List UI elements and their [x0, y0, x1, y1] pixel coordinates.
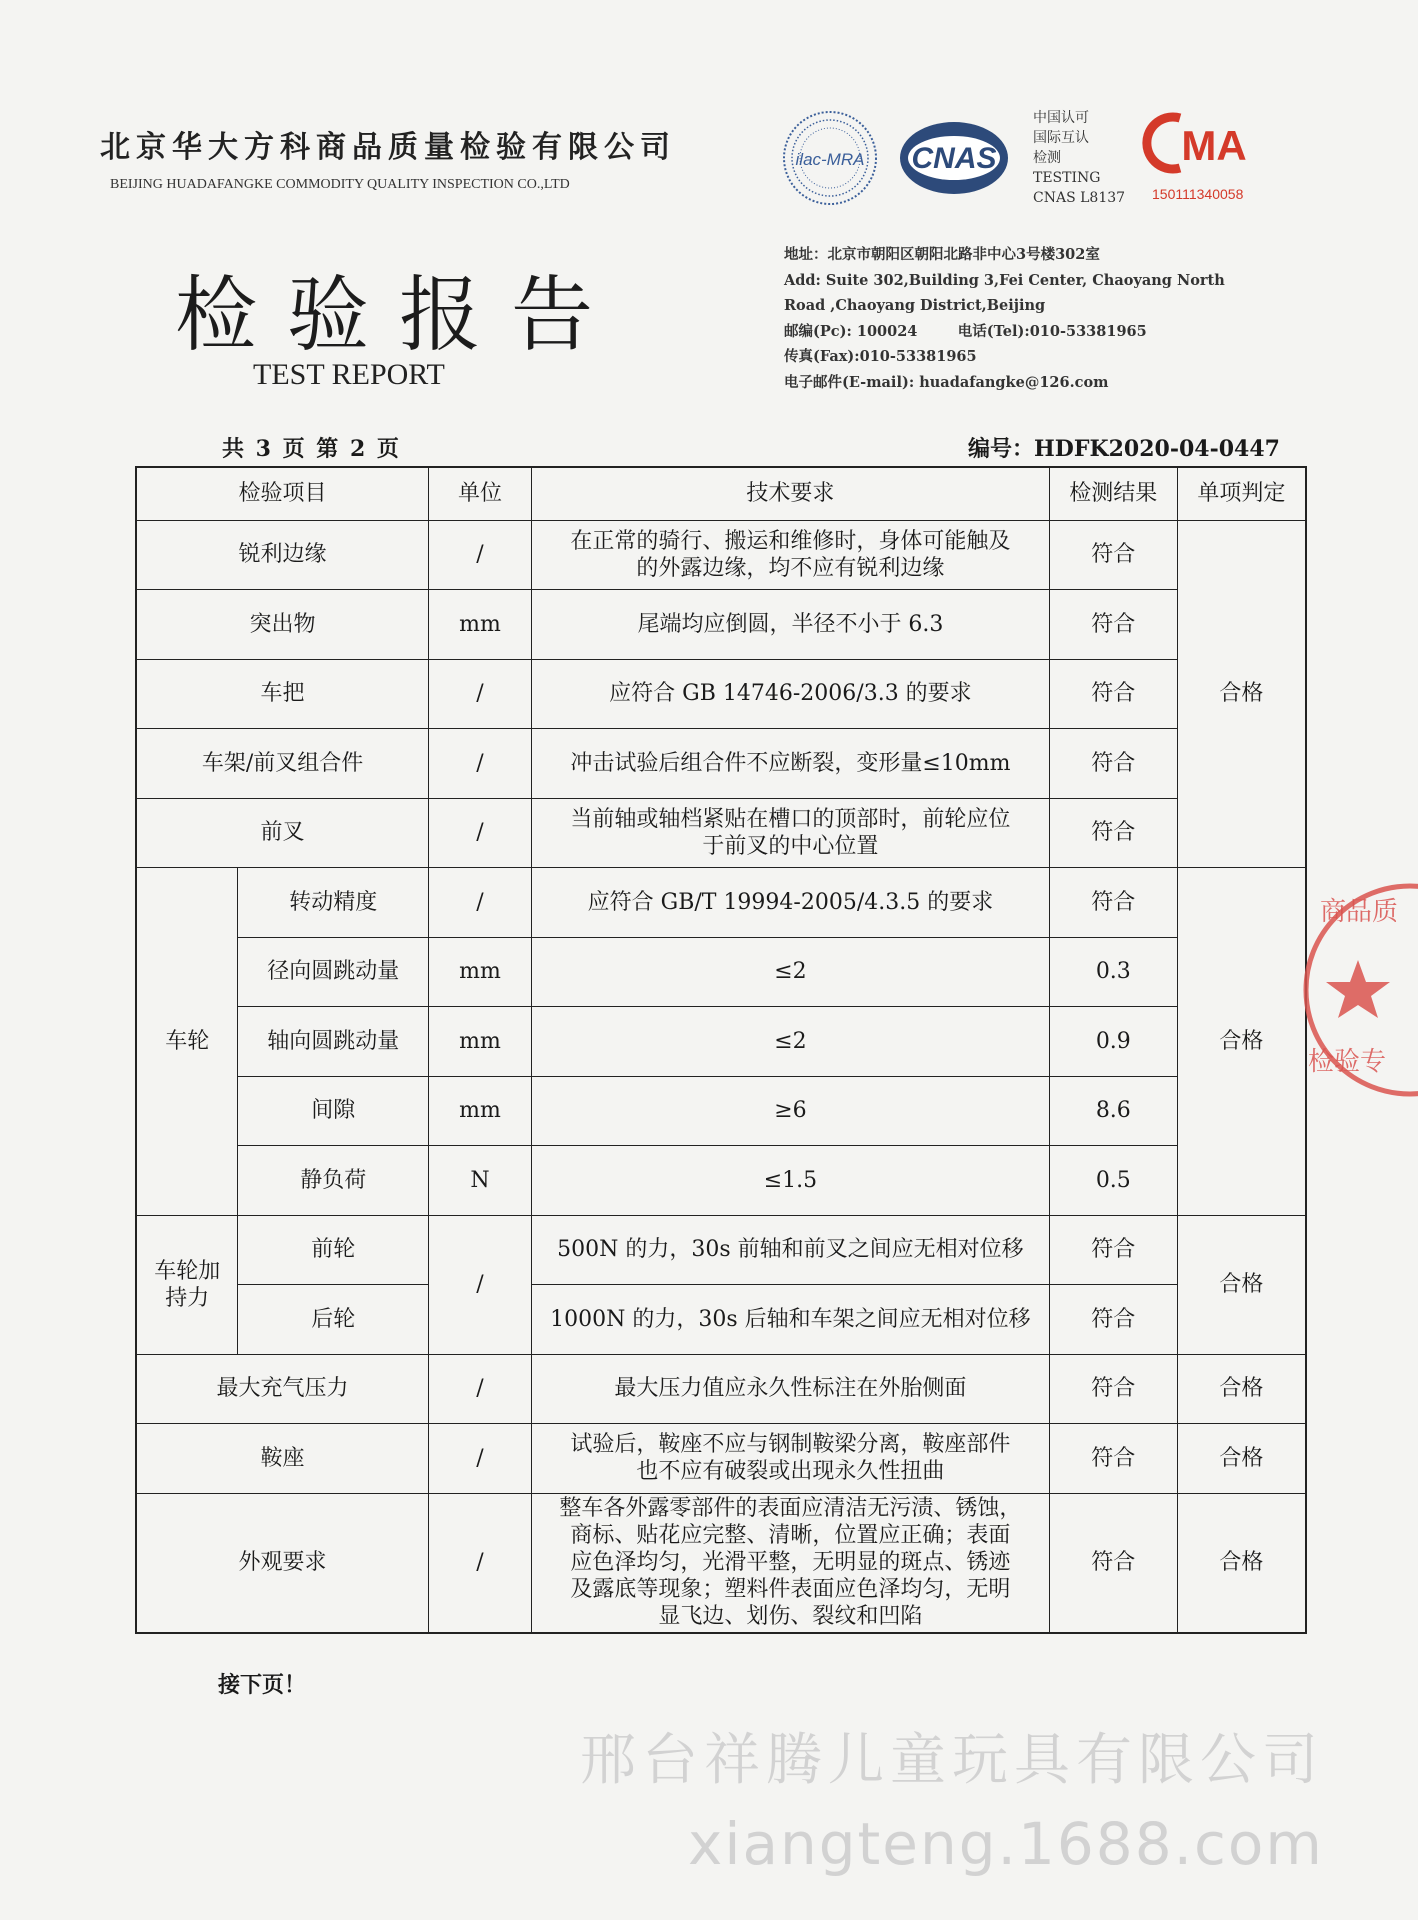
- email: 电子邮件(E-mail): huadafangke@126.com: [784, 373, 1109, 391]
- requirement-line: 及露底等现象；塑料件表面应色泽均匀，无明: [570, 1577, 1011, 1603]
- result-cell: 符合: [1049, 590, 1177, 660]
- requirement-cell: 尾端均应倒圆，半径不小于 6.3: [531, 590, 1049, 660]
- cnas-text: CNAS: [911, 142, 997, 175]
- table-row: [136, 1007, 1306, 1077]
- requirement-cell: 500N 的力，30s 前轴和前叉之间应无相对位移: [531, 1215, 1049, 1285]
- page-indicator: 共 3 页 第 2 页: [222, 436, 401, 462]
- result-cell: 0.9: [1049, 1007, 1177, 1077]
- requirement-cell: [531, 1424, 1049, 1494]
- requirement-cell: 应符合 GB 14746-2006/3.3 的要求: [531, 659, 1049, 729]
- unit-cell: mm: [429, 1076, 532, 1146]
- requirement-cell: 1000N 的力，30s 后轴和车架之间应无相对位移: [531, 1285, 1049, 1355]
- requirement-line: 于前叉的中心位置: [702, 833, 879, 859]
- header-unit: 单位: [429, 467, 532, 520]
- requirement-line: 当前轴或轴档紧贴在槽口的顶部时，前轮应位: [570, 806, 1011, 832]
- seal-star-icon: [1326, 960, 1390, 1018]
- item-cell: 鞍座: [136, 1424, 429, 1494]
- requirement-cell: ≤1.5: [531, 1146, 1049, 1216]
- result-cell: 符合: [1049, 520, 1177, 590]
- table-row: [136, 659, 1306, 729]
- result-cell: 符合: [1049, 798, 1177, 868]
- judgement-cell: 合格: [1177, 520, 1306, 868]
- result-cell: 符合: [1049, 729, 1177, 799]
- result-cell: 0.3: [1049, 937, 1177, 1007]
- cma-logo: [1152, 112, 1256, 174]
- item-cell: 突出物: [136, 590, 429, 660]
- cma-text: MA: [1181, 122, 1247, 169]
- address-en-2: Road ,Chaoyang District,Beijing: [784, 297, 1046, 314]
- result-cell: 符合: [1049, 1424, 1177, 1494]
- unit-cell: /: [429, 659, 532, 729]
- unit-cell: /: [429, 1493, 532, 1633]
- item-cell: 径向圆跳动量: [238, 937, 429, 1007]
- cert-line: 中国认可: [1033, 110, 1089, 126]
- report-number: 编号：HDFK2020-04-0447: [968, 436, 1280, 462]
- report-title-cn: 检验报告: [175, 268, 624, 363]
- result-cell: 符合: [1049, 1285, 1177, 1355]
- table-row: [136, 868, 1306, 938]
- next-page-note: 接下页！: [218, 1672, 307, 1698]
- item-cell: 间隙: [238, 1076, 429, 1146]
- unit-cell: /: [429, 1215, 532, 1354]
- cert-line: CNAS L8137: [1033, 190, 1126, 206]
- requirement-cell: [531, 798, 1049, 868]
- item-cell: 轴向圆跳动量: [238, 1007, 429, 1077]
- company-name-cn: 北京华大方科商品质量检验有限公司: [100, 130, 676, 165]
- table-row: [136, 1493, 1306, 1633]
- telephone: 电话(Tel):010-53381965: [957, 322, 1147, 340]
- judgement-cell: 合格: [1177, 1354, 1306, 1424]
- header-result: 检测结果: [1049, 467, 1177, 520]
- judgement-cell: 合格: [1177, 1424, 1306, 1494]
- postcode: 邮编(Pc): 100024: [784, 322, 918, 340]
- unit-cell: mm: [429, 1007, 532, 1077]
- requirement-line: 显飞边、划伤、裂纹和凹陷: [658, 1604, 923, 1630]
- table-row: [136, 729, 1306, 799]
- result-cell: 8.6: [1049, 1076, 1177, 1146]
- group-cell-clamp: [136, 1215, 238, 1354]
- company-name-en: BEIJING HUADAFANGKE COMMODITY QUALITY INSPECTION CO.,LTD: [110, 177, 570, 192]
- item-cell: 外观要求: [136, 1493, 429, 1633]
- group-label: 车轮加持力: [154, 1258, 221, 1311]
- requirement-line: 在正常的骑行、搬运和维修时，身体可能触及: [570, 528, 1011, 554]
- requirement-line: 商标、贴花应完整、清晰，位置应正确；表面: [570, 1523, 1011, 1549]
- result-cell: 0.5: [1049, 1146, 1177, 1216]
- address-cn: 地址：北京市朝阳区朝阳北路非中心3号楼302室: [784, 246, 1100, 263]
- result-cell: 符合: [1049, 659, 1177, 729]
- group-cell-wheel: 车轮: [136, 868, 238, 1216]
- requirement-cell: 冲击试验后组合件不应断裂，变形量≤10mm: [531, 729, 1049, 799]
- requirement-cell: ≤2: [531, 1007, 1049, 1077]
- unit-cell: /: [429, 729, 532, 799]
- table-row: [136, 1424, 1306, 1494]
- item-cell: 前叉: [136, 798, 429, 868]
- unit-cell: /: [429, 1424, 532, 1494]
- unit-cell: mm: [429, 590, 532, 660]
- item-cell: 静负荷: [238, 1146, 429, 1216]
- table-row: [136, 1285, 1306, 1355]
- watermark-company: 邢台祥腾儿童玩具有限公司: [580, 1728, 1324, 1793]
- item-cell: 转动精度: [238, 868, 429, 938]
- requirement-cell: [531, 520, 1049, 590]
- fax: 传真(Fax):010-53381965: [784, 348, 977, 365]
- unit-cell: /: [429, 520, 532, 590]
- requirement-line: 也不应有破裂或出现永久性扭曲: [636, 1459, 945, 1485]
- table-header-row: [136, 467, 1306, 520]
- requirement-cell: 应符合 GB/T 19994-2005/4.3.5 的要求: [531, 868, 1049, 938]
- item-cell: 前轮: [238, 1215, 429, 1285]
- judgement-cell: 合格: [1177, 1493, 1306, 1633]
- requirement-cell: [531, 1493, 1049, 1633]
- item-cell: 锐利边缘: [136, 520, 429, 590]
- table-row: [136, 937, 1306, 1007]
- result-cell: 符合: [1049, 1215, 1177, 1285]
- judgement-cell: 合格: [1177, 1215, 1306, 1354]
- requirement-line: 应色泽均匀，光滑平整，无明显的斑点、锈迹: [570, 1550, 1011, 1576]
- requirement-cell: ≥6: [531, 1076, 1049, 1146]
- item-cell: 车把: [136, 659, 429, 729]
- unit-cell: N: [429, 1146, 532, 1216]
- cert-line: 检测: [1033, 150, 1061, 166]
- table-row: [136, 520, 1306, 590]
- result-cell: 符合: [1049, 868, 1177, 938]
- cnas-logo: [898, 118, 1010, 198]
- header-judgement: 单项判定: [1177, 467, 1306, 520]
- requirement-line: 的外露边缘，均不应有锐利边缘: [636, 555, 945, 581]
- requirement-line: 整车各外露零部件的表面应清洁无污渍、锈蚀，: [559, 1496, 1022, 1522]
- cma-number: 150111340058: [1152, 186, 1244, 202]
- judgement-cell: 合格: [1177, 868, 1306, 1216]
- report-title-en: TEST REPORT: [253, 358, 445, 391]
- table-row: [136, 1146, 1306, 1216]
- seal-text-top: 商品质: [1320, 897, 1399, 927]
- ilac-mra-logo: [780, 108, 880, 208]
- result-cell: 符合: [1049, 1493, 1177, 1633]
- table-row: [136, 1076, 1306, 1146]
- table-row: [136, 1354, 1306, 1424]
- item-cell: 车架/前叉组合件: [136, 729, 429, 799]
- cert-text-block: [1033, 108, 1125, 208]
- cert-line: 国际互认: [1033, 130, 1089, 146]
- inspection-table: [135, 466, 1307, 1634]
- unit-cell: mm: [429, 937, 532, 1007]
- header-item: 检验项目: [136, 467, 429, 520]
- cert-line: TESTING: [1033, 170, 1101, 186]
- item-cell: 最大充气压力: [136, 1354, 429, 1424]
- requirement-line: 试验后，鞍座不应与钢制鞍梁分离，鞍座部件: [570, 1432, 1011, 1458]
- table-row: [136, 590, 1306, 660]
- unit-cell: /: [429, 1354, 532, 1424]
- unit-cell: /: [429, 798, 532, 868]
- postcode-tel-line: [784, 319, 1225, 345]
- requirement-cell: ≤2: [531, 937, 1049, 1007]
- ilac-text: ilac-MRA: [795, 150, 865, 169]
- contact-block: [784, 242, 1225, 395]
- requirement-cell: 最大压力值应永久性标注在外胎侧面: [531, 1354, 1049, 1424]
- red-seal-stamp: [1298, 870, 1418, 1110]
- address-en-1: Add: Suite 302,Building 3,Fei Center, Chaoyang North: [784, 271, 1225, 289]
- header-requirement: 技术要求: [531, 467, 1049, 520]
- table-row: [136, 1215, 1306, 1285]
- item-cell: 后轮: [238, 1285, 429, 1355]
- watermark-url: xiangteng.1688.com: [688, 1810, 1324, 1878]
- unit-cell: /: [429, 868, 532, 938]
- seal-text-bottom: 检验专: [1308, 1047, 1387, 1077]
- table-row: [136, 798, 1306, 868]
- result-cell: 符合: [1049, 1354, 1177, 1424]
